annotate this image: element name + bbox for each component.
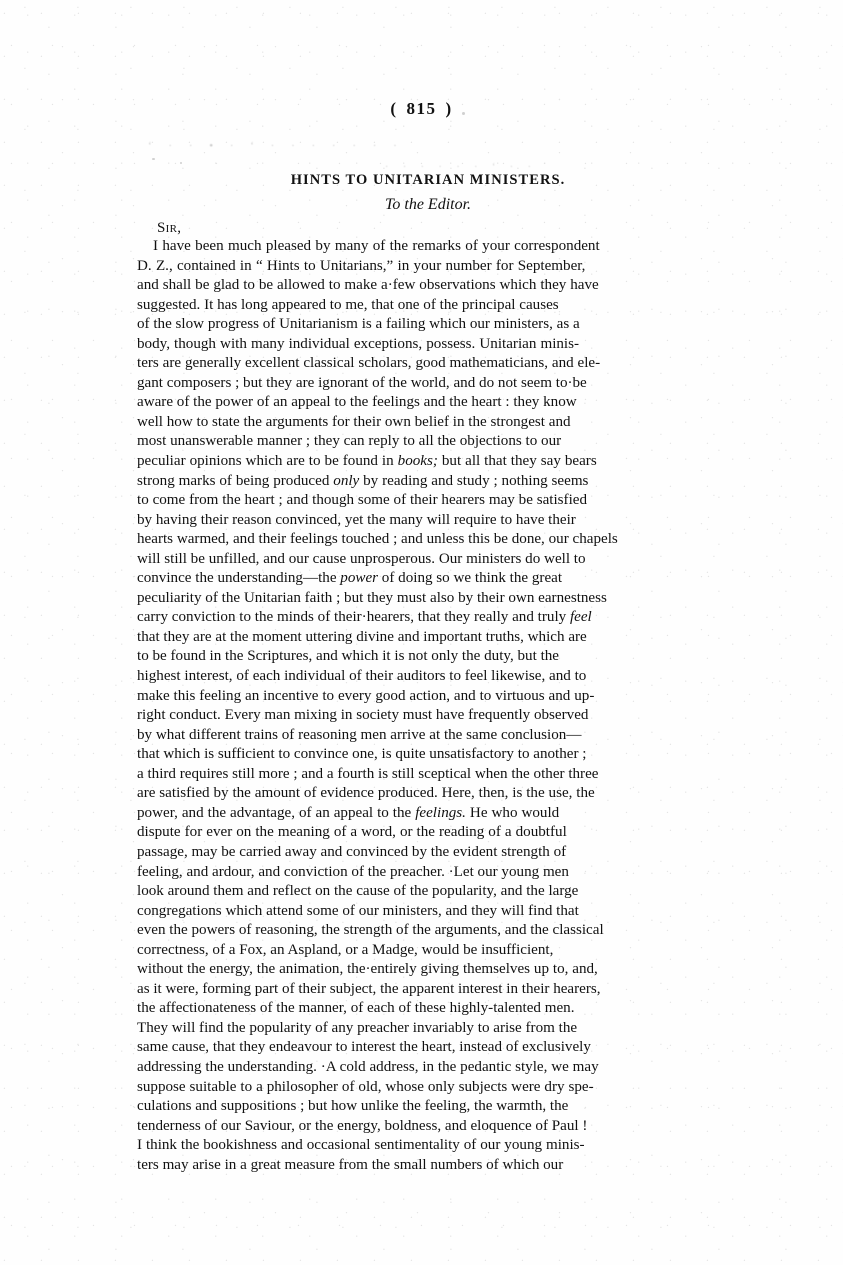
article-heading: HINTS TO UNITARIAN MINISTERS. — [290, 172, 566, 188]
emphasised-word: only — [333, 472, 360, 489]
bleedthrough-ghost-line-1: ‘ · · • · ‘ · · · · · · · — [148, 140, 404, 152]
body-text-line: I think the bookishness and occasional sentimentality of our young minis- — [137, 1137, 585, 1154]
body-text-line: addressing the understanding. ·A cold address, in the pedantic style, we may — [137, 1058, 599, 1075]
body-text-line: are satisfied by the amount of evidence produced. Here, then, is the use, the — [137, 785, 595, 802]
body-text-line: dispute for ever on the meaning of a word, or the reading of a doubtful — [137, 824, 567, 841]
body-text-line: suggested. It has long appeared to me, that one of the principal causes — [137, 296, 559, 313]
emphasised-word: books; — [397, 453, 438, 470]
scan-speck — [180, 162, 182, 164]
body-text-line: that which is sufficient to convince one, is quite unsatisfactory to another ; — [137, 746, 587, 763]
salutation-text: Sir, — [157, 220, 182, 236]
body-text-line: make this feeling an incentive to every good action, and to virtuous and up- — [137, 687, 595, 704]
emphasised-word: feel — [569, 609, 592, 626]
body-text-line: well how to state the arguments for their own belief in the strongest and — [137, 413, 571, 430]
folio-open-paren: ( — [390, 99, 398, 118]
body-text-line: same cause, that they endeavour to interest the heart, instead of exclusively — [137, 1039, 591, 1056]
body-text-line: and shall be glad to be allowed to make a·few observations which they have — [137, 277, 599, 294]
body-text-line: power, and the advantage, of an appeal to the feelings. He who would — [137, 804, 560, 821]
body-text-line: aware of the power of an appeal to the feelings and the heart : they know — [137, 394, 577, 411]
body-text-line: of the slow progress of Unitarianism is a failing which our ministers, as a — [137, 316, 580, 333]
body-text-line: most unanswerable manner ; they can reply to all the objections to our — [137, 433, 562, 450]
body-text-line: a third requires still more ; and a fourth is still sceptical when the other three — [137, 765, 599, 782]
body-text-line: correctness, of a Fox, an Aspland, or a Madge, would be insufficient, — [137, 941, 554, 958]
letter-salutation — [157, 220, 181, 237]
body-text-line: look around them and reflect on the cause of the popularity, and the large — [137, 883, 579, 900]
body-text-line: gant composers ; but they are ignorant of the world, and do not seem to·be — [137, 374, 587, 391]
scan-speck — [152, 158, 155, 160]
body-text-line: congregations which attend some of our ministers, and they will find that — [137, 902, 579, 919]
body-text-line: as it were, forming part of their subject, the apparent interest in their hearers, — [137, 980, 601, 997]
body-text-line: even the powers of reasoning, the strength of the arguments, and the classical — [137, 922, 604, 939]
body-text-line: hearts warmed, and their feelings touched ; and unless this be done, our chapels — [137, 531, 618, 548]
bleedthrough-ghost-line-2: · · · · · · ‘ · · — [385, 162, 537, 173]
body-text-line: that they are at the moment uttering divine and important truths, which are — [137, 628, 587, 645]
body-text-line: without the energy, the animation, the·entirely giving themselves up to, and, — [137, 961, 598, 978]
body-text-line: will still be unfilled, and our cause unprosperous. Our ministers do well to — [137, 550, 586, 567]
body-text-line: body, though with many individual exceptions, possess. Unitarian minis- — [137, 335, 580, 352]
body-text-line: highest interest, of each individual of their auditors to feel likewise, and to — [137, 668, 587, 685]
body-text-line: the affectionateness of the manner, of each of these highly-talented men. — [137, 1000, 575, 1017]
body-text-line: to be found in the Scriptures, and which it is not only the duty, but the — [137, 648, 560, 665]
body-text-line: I have been much pleased by many of the remarks of your correspondent — [153, 238, 600, 254]
body-text-line: by what different trains of reasoning men arrive at the same conclusion— — [137, 726, 582, 743]
body-text-line: ters are generally excellent classical scholars, good mathematicians, and ele- — [137, 355, 601, 372]
article-subheading: To the Editor. — [384, 196, 472, 213]
folio-close-paren: ) — [445, 99, 453, 118]
body-text-line: D. Z., contained in “ Hints to Unitarians,” in your number for September, — [137, 257, 586, 274]
body-text-line: tenderness of our Saviour, or the energy, boldness, and eloquence of Paul ! — [137, 1117, 588, 1134]
body-text-line: ters may arise in a great measure from the small numbers of which our — [137, 1156, 564, 1173]
article-body — [137, 237, 719, 1175]
body-text-line: right conduct. Every man mixing in society must have frequently observed — [137, 707, 589, 724]
emphasised-word: feelings. — [415, 804, 466, 821]
body-text-line: by having their reason convinced, yet the many will require to have their — [137, 511, 576, 528]
body-text-line: peculiar opinions which are to be found in books; but all that they say bears — [137, 453, 597, 470]
folio-number: 815 — [406, 99, 437, 118]
body-text-line: They will find the popularity of any preacher invariably to arise from the — [137, 1019, 578, 1036]
body-text-line: culations and suppositions ; but how unlike the feeling, the warmth, the — [137, 1098, 569, 1115]
body-text-line: convince the understanding—the power of doing so we think the great — [137, 570, 563, 587]
page-folio — [0, 99, 843, 119]
scan-speck — [462, 112, 465, 115]
body-text-line: peculiarity of the Unitarian faith ; but they must also by their own earnestness — [137, 589, 607, 606]
body-text-line: strong marks of being produced only by reading and study ; nothing seems — [137, 472, 589, 489]
body-text-line: suppose suitable to a philosopher of old, whose only subjects were dry spe- — [137, 1078, 594, 1095]
body-text-line: feeling, and ardour, and conviction of the preacher. ·Let our young men — [137, 863, 569, 880]
body-text-line: to come from the heart ; and though some of their hearers may be satisfied — [137, 492, 588, 509]
emphasised-word: power — [340, 570, 379, 587]
body-text-line: carry conviction to the minds of their·hearers, that they really and truly feel — [137, 609, 592, 626]
body-text-line: passage, may be carried away and convinced by the evident strength of — [137, 843, 567, 860]
